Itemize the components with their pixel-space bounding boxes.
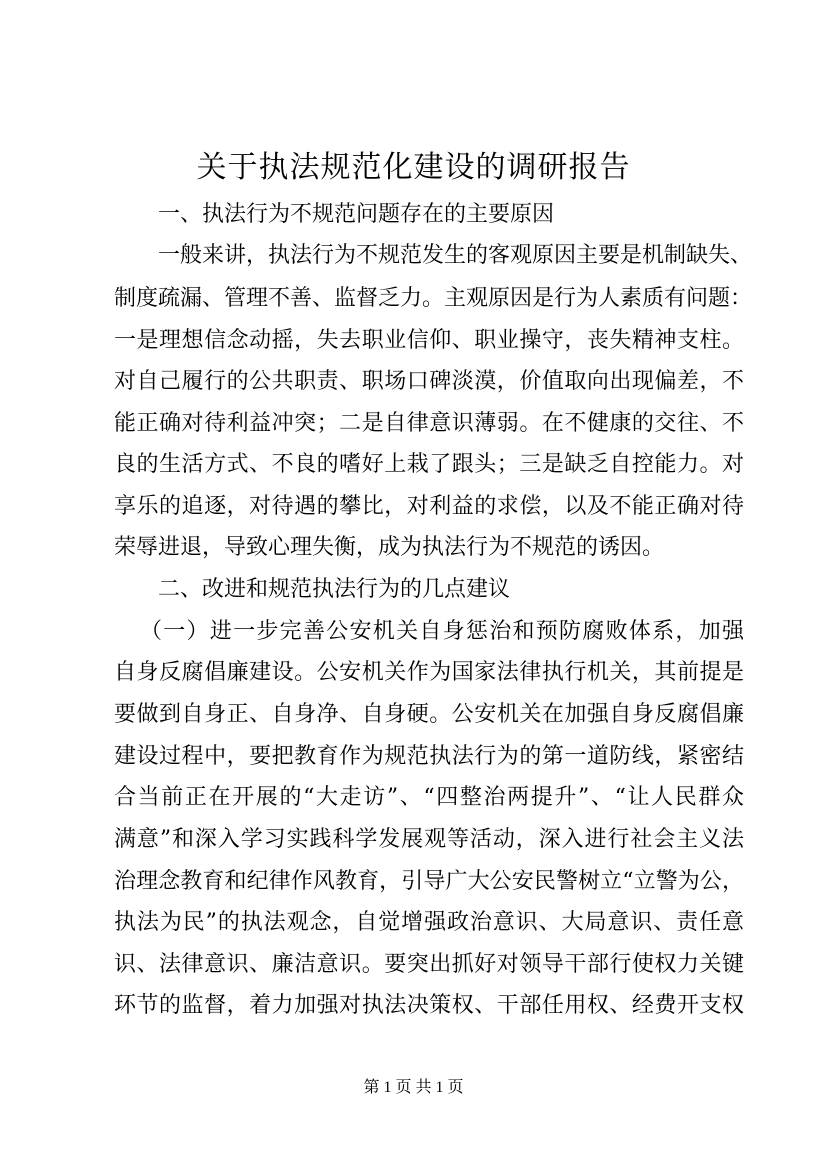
body-line: 荣辱进退，导致心理失衡，成为执法行为不规范的诱因。: [114, 535, 665, 560]
body-line: 一般来讲，执法行为不规范发生的客观原因主要是机制缺失、: [158, 243, 753, 268]
body-line: 要做到自身正、自身净、自身硬。公安机关在加强自身反腐倡廉: [114, 702, 744, 727]
body-line: 建设过程中，要把教育作为规范执法行为的第一道防线，紧密结: [114, 744, 744, 769]
body-line: 识、法律意识、廉洁意识。要突出抓好对领导干部行使权力关键: [114, 952, 744, 977]
body-line: 满意”和深入学习实践科学发展观等活动，深入进行社会主义法: [114, 827, 744, 852]
body-line: 执法为民”的执法观念，自觉增强政治意识、大局意识、责任意: [114, 910, 744, 935]
body-line: 环节的监督，着力加强对执法决策权、干部任用权、经费开支权: [114, 993, 744, 1018]
body-line: 自身反腐倡廉建设。公安机关作为国家法律执行机关，其前提是: [114, 660, 744, 685]
body-line: 一是理想信念动摇，失去职业信仰、职业操守，丧失精神支柱。: [114, 328, 744, 353]
body-line: 良的生活方式、不良的嗜好上栽了跟头；三是缺乏自控能力。对: [114, 452, 744, 477]
section-heading-2: 二、改进和规范执法行为的几点建议: [158, 577, 511, 602]
body-line: 能正确对待利益冲突；二是自律意识薄弱。在不健康的交往、不: [114, 411, 744, 436]
document-title: 关于执法规范化建设的调研报告: [196, 151, 631, 184]
body-line: 制度疏漏、管理不善、监督乏力。主观原因是行为人素质有问题：: [114, 286, 753, 311]
body-line: 对自己履行的公共职责、职场口碑淡漠，价值取向出现偏差，不: [114, 369, 744, 394]
section-heading-1: 一、执法行为不规范问题存在的主要原因: [158, 202, 555, 227]
page-number-footer: 第 1 页 共 1 页: [363, 1079, 464, 1096]
body-line: 合当前正在开展的“大走访”、“四整治两提升”、“让人民群众: [114, 785, 744, 810]
body-line: （一）进一步完善公安机关自身惩治和预防腐败体系，加强: [140, 619, 744, 644]
body-line: 享乐的追逐，对待遇的攀比，对利益的求偿，以及不能正确对待: [114, 494, 744, 519]
body-line: 治理念教育和纪律作风教育，引导广大公安民警树立“立警为公，: [114, 869, 744, 894]
